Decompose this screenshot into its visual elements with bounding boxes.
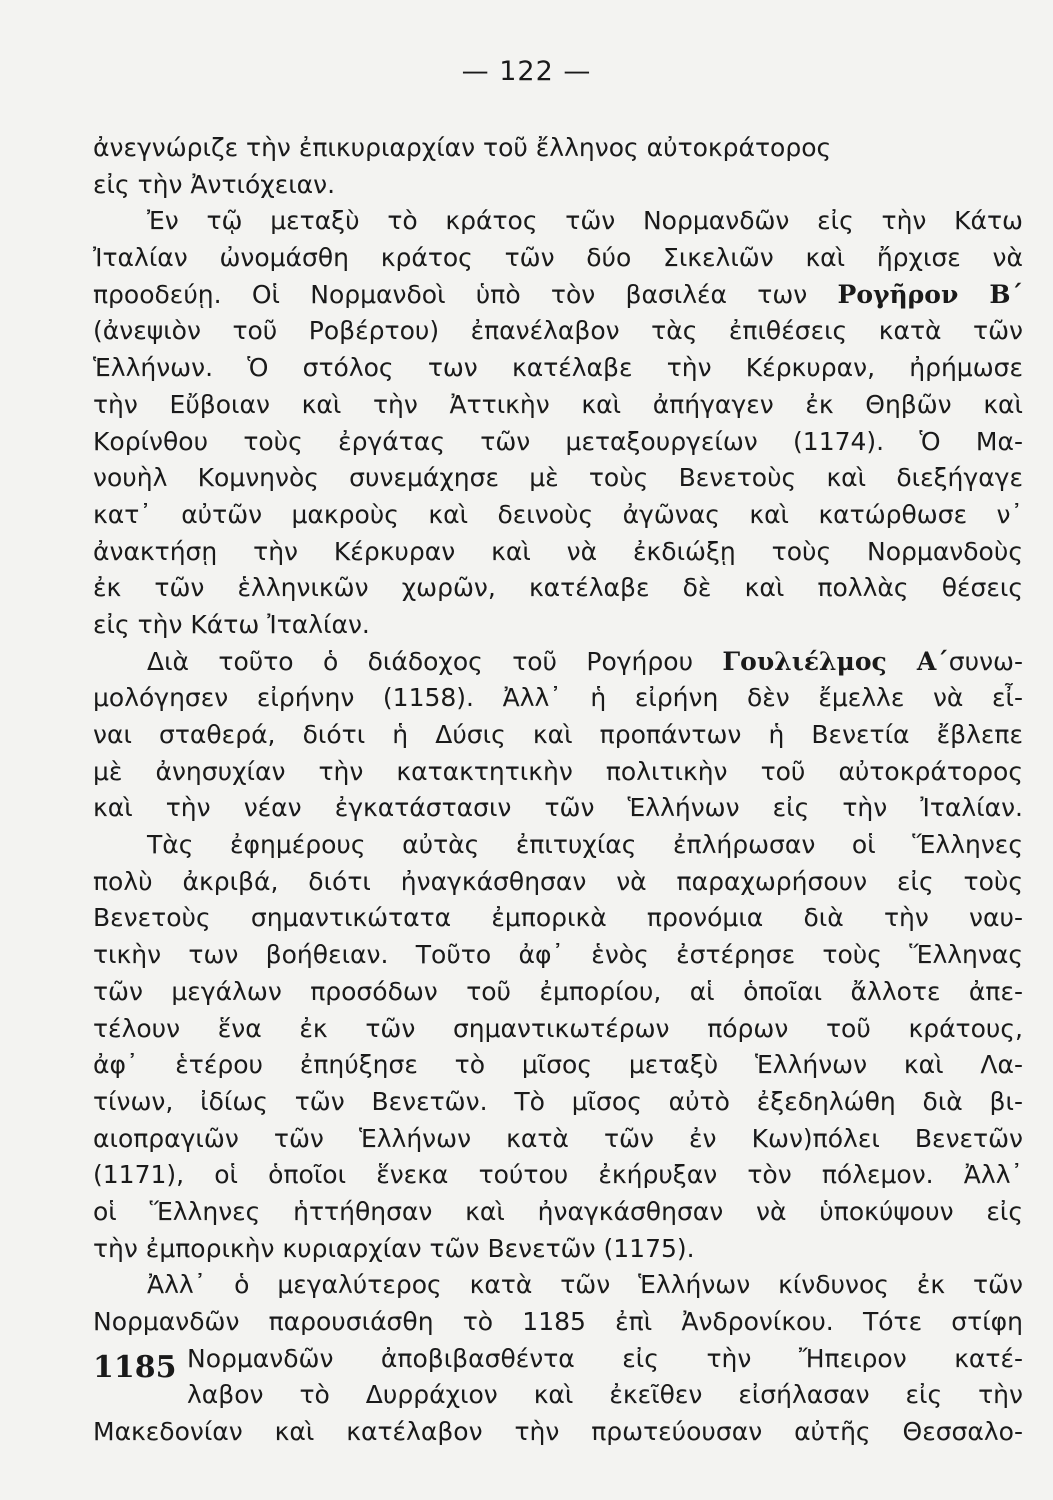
text-line: Ἐν τῷ μεταξὺ τὸ κράτος τῶν Νορμανδῶν εἰς τὴν Κάτω [147, 206, 1023, 236]
text-line: πολὺ ἀκριβά, διότι ἠναγκάσθησαν νὰ παραχωρήσουν εἰς τοὺς [93, 866, 1023, 896]
text-line: αιοπραγιῶν τῶν Ἑλλήνων κατὰ τῶν ἐν Κων)πόλει Βενετῶν [93, 1123, 1023, 1153]
text-line: τὴν ἐμπορικὴν κυριαρχίαν τῶν Βενετῶν (1175). [93, 1233, 695, 1263]
ruler-name: Ρογῆρον Β΄ [837, 279, 1023, 309]
text-line: Ἀλλ᾽ ὁ μεγαλύτερος κατὰ τῶν Ἑλλήνων κίνδυνος ἐκ τῶν [147, 1270, 1023, 1300]
text-run: συνω- [948, 646, 1023, 676]
text-line: ναι σταθερά, διότι ἡ Δύσις καὶ προπάντων ἡ Βενετία ἔβλεπε [93, 720, 1023, 749]
text-line: (ἀνεψιὸν τοῦ Ροβέρτου) ἐπανέλαβον τὰς ἐπιθέσεις κατὰ τῶν [93, 316, 1023, 346]
text-line: Νορμανδῶν παρουσιάσθη τὸ 1185 ἐπὶ Ἀνδρονίκου. Τότε στίφη [93, 1307, 1023, 1336]
text-line: Ἑλλήνων. Ὁ στόλος των κατέλαβε τὴν Κέρκυραν, ἠρήμωσε [93, 353, 1023, 383]
text-line: Τὰς ἐφημέρους αὐτὰς ἐπιτυχίας ἐπλήρωσαν οἱ Ἕλληνες [147, 830, 1023, 860]
text-line: εἰς τὴν Ἀντιόχειαν. [93, 169, 336, 199]
text-line: μὲ ἀνησυχίαν τὴν κατακτητικὴν πολιτικὴν τοῦ αὐτοκράτορος [93, 756, 1023, 786]
margin-year-note: 1185 [93, 1350, 177, 1385]
text-line: τέλουν ἕνα ἐκ τῶν σημαντικωτέρων πόρων τοῦ κράτους, [93, 1013, 1023, 1043]
text-line: ἀνακτήσῃ τὴν Κέρκυραν καὶ νὰ ἐκδιώξῃ τοὺς Νορμανδοὺς [93, 536, 1023, 566]
page-number: — 122 — [461, 56, 592, 87]
text-line: Μακεδονίαν καὶ κατέλαβον τὴν πρωτεύουσαν αὐτῆς Θεσσαλο- [93, 1417, 1023, 1447]
text-line [93, 277, 1023, 314]
body-text [93, 130, 1023, 1451]
ruler-name: Γουλιέλμος Α΄ [722, 646, 949, 676]
text-line: εἰς τὴν Κάτω Ἰταλίαν. [93, 609, 370, 639]
text-line: Ἰταλίαν ὠνομάσθη κράτος τῶν δύο Σικελιῶν καὶ ἤρχισε νὰ [93, 243, 1023, 273]
text-line: (1171), οἱ ὁποῖοι ἕνεκα τούτου ἐκήρυξαν τὸν πόλεμον. Ἀλλ᾽ [93, 1160, 1023, 1190]
text-line: ἀφ᾽ ἑτέρου ἐπηύξησε τὸ μῖσος μεταξὺ Ἑλλήνων καὶ Λα- [93, 1050, 1023, 1080]
text-run: Διὰ τοῦτο ὁ διάδοχος τοῦ Ρογήρου [147, 646, 723, 676]
text-line: Κορίνθου τοὺς ἐργάτας τῶν μεταξουργείων (1174). Ὁ Μα- [93, 426, 1023, 456]
text-line: ἀνεγνώριζε τὴν ἐπικυριαρχίαν τοῦ ἔλληνος αὐτοκράτορος [93, 133, 832, 162]
text-line: ἐκ τῶν ἑλληνικῶν χωρῶν, κατέλαβε δὲ καὶ πολλὰς θέσεις [93, 573, 1023, 603]
text-line [93, 644, 1023, 681]
text-line: μολόγησεν εἰρήνην (1158). Ἀλλ᾽ ἡ εἰρήνη δὲν ἔμελλε νὰ εἶ- [93, 683, 1023, 713]
text-line: καὶ τὴν νέαν ἐγκατάστασιν τῶν Ἑλλήνων εἰς τὴν Ἰταλίαν. [93, 793, 1023, 823]
text-line: Νορμανδῶν ἀποβιβασθέντα εἰς τὴν Ἤπειρον κατέ- [187, 1343, 1023, 1373]
text-line: τίνων, ἰδίως τῶν Βενετῶν. Τὸ μῖσος αὐτὸ ἐξεδηλώθη διὰ βι- [93, 1086, 1023, 1116]
text-line: τὴν Εὔβοιαν καὶ τὴν Ἀττικὴν καὶ ἀπήγαγεν ἐκ Θηβῶν καὶ [93, 389, 1023, 419]
text-run: προοδεύῃ. Οἱ Νορμανδοὶ ὑπὸ τὸν βασιλέα των [93, 279, 838, 309]
text-line: τῶν μεγάλων προσόδων τοῦ ἐμπορίου, αἱ ὁποῖαι ἄλλοτε ἀπε- [93, 976, 1023, 1006]
text-line: κατ᾽ αὐτῶν μακροὺς καὶ δεινοὺς ἀγῶνας καὶ κατώρθωσε ν᾽ [93, 499, 1023, 529]
text-line: νουὴλ Κομνηνὸς συνεμάχησε μὲ τοὺς Βενετοὺς καὶ διεξήγαγε [93, 463, 1023, 493]
text-line: οἱ Ἕλληνες ἡττήθησαν καὶ ἠναγκάσθησαν νὰ ὑποκύψουν εἰς [93, 1196, 1023, 1226]
text-line: Βενετοὺς σημαντικώτατα ἐμπορικὰ προνόμια διὰ τὴν ναυ- [93, 903, 1023, 933]
text-line: τικὴν των βοήθειαν. Τοῦτο ἀφ᾽ ἑνὸς ἐστέρησε τοὺς Ἕλληνας [93, 940, 1023, 970]
text-line: λαβον τὸ Δυρράχιον καὶ ἐκεῖθεν εἰσήλασαν εἰς τὴν [187, 1380, 1023, 1410]
